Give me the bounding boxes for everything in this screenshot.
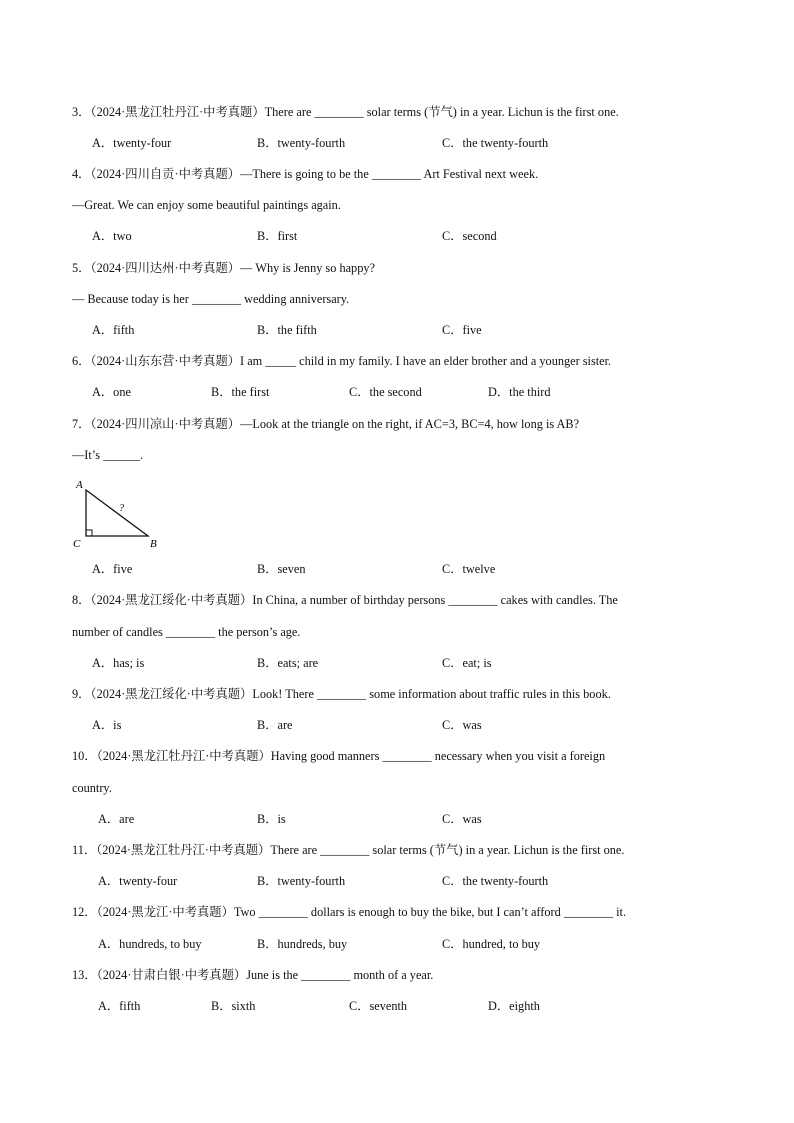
q9-option-a[interactable]: A．is [92,718,122,732]
q12-option-b[interactable]: B．hundreds, buy [257,937,348,951]
question-6-stem: 6．（2024·山东东营·中考真题）I am _____ child in my family. I have an elder brother and a younger sister. [72,354,612,368]
q6-option-c[interactable]: C．the second [349,385,422,399]
q8-option-b[interactable]: B．eats; are [257,656,319,670]
q11-option-b[interactable]: B．twenty-fourth [257,874,346,888]
q4-option-a[interactable]: A．two [92,229,132,243]
q4-option-c[interactable]: C．second [442,229,497,243]
vertex-a-label: A [76,479,83,491]
question-12-stem: 12．（2024·黑龙江·中考真题）Two ________ dollars is enough to buy the bike, but I can’t afford ________ it. [72,905,627,919]
q9-option-b[interactable]: B．are [257,718,293,732]
question-9-stem: 9．（2024·黑龙江绥化·中考真题）Look! There ________ some information about traffic rules in this book. [72,687,611,701]
question-13-stem: 13．（2024·甘肃白银·中考真题）June is the ________ month of a year. [72,968,434,982]
q11-option-a[interactable]: A．twenty-four [98,874,178,888]
question-3-stem: 3．（2024·黑龙江牡丹江·中考真题）There are ________ solar terms (节气) in a year. Lichun is the first one. [72,105,619,119]
right-triangle-figure [70,476,170,554]
question-8-stem-line2: number of candles ________ the person’s age. [72,625,301,639]
question-8-stem: 8．（2024·黑龙江绥化·中考真题）In China, a number of birthday persons ________ cakes with candles. The [72,593,618,607]
vertex-c-label: C [73,538,81,550]
q12-option-c[interactable]: C．hundred, to buy [442,937,541,951]
question-5-stem: 5．（2024·四川达州·中考真题）— Why is Jenny so happy? [72,261,375,275]
q7-option-a[interactable]: A．five [92,562,133,576]
q13-option-a[interactable]: A．fifth [98,999,141,1013]
q6-option-d[interactable]: D．the third [488,385,551,399]
q4-option-b[interactable]: B．first [257,229,298,243]
q3-option-a[interactable]: A．twenty-four [92,136,172,150]
question-4-stem: 4．（2024·四川自贡·中考真题）—There is going to be the ________ Art Festival next week. [72,167,539,181]
question-7-stem-line2: —It’s ______. [72,448,144,462]
q7-option-c[interactable]: C．twelve [442,562,496,576]
q13-option-b[interactable]: B．sixth [211,999,256,1013]
q11-option-c[interactable]: C．the twenty-fourth [442,874,549,888]
q3-option-c[interactable]: C．the twenty-fourth [442,136,549,150]
q8-option-a[interactable]: A．has; is [92,656,145,670]
q5-option-b[interactable]: B．the fifth [257,323,317,337]
vertex-b-label: B [150,538,157,550]
q6-option-b[interactable]: B．the first [211,385,270,399]
question-4-stem-line2: —Great. We can enjoy some beautiful paintings again. [72,198,341,212]
q7-option-b[interactable]: B．seven [257,562,306,576]
q13-option-d[interactable]: D．eighth [488,999,540,1013]
q6-option-a[interactable]: A．one [92,385,131,399]
q9-option-c[interactable]: C．was [442,718,482,732]
question-7-stem: 7．（2024·四川凉山·中考真题）—Look at the triangle on the right, if AC=3, BC=4, how long is AB? [72,417,580,431]
question-5-stem-line2: — Because today is her ________ wedding anniversary. [72,292,350,306]
q12-option-a[interactable]: A．hundreds, to buy [98,937,202,951]
hypotenuse-label: ? [119,503,124,514]
q3-option-b[interactable]: B．twenty-fourth [257,136,346,150]
q10-option-c[interactable]: C．was [442,812,482,826]
question-11-stem: 11．（2024·黑龙江牡丹江·中考真题）There are ________ solar terms (节气) in a year. Lichun is the first one. [72,843,625,857]
q13-option-c[interactable]: C．seventh [349,999,408,1013]
question-10-stem-line2: country. [72,781,112,795]
q5-option-a[interactable]: A．fifth [92,323,135,337]
question-10-stem: 10．（2024·黑龙江牡丹江·中考真题）Having good manners ________ necessary when you visit a foreign [72,749,606,763]
q5-option-c[interactable]: C．five [442,323,482,337]
q10-option-b[interactable]: B．is [257,812,286,826]
q10-option-a[interactable]: A．are [98,812,135,826]
q8-option-c[interactable]: C．eat; is [442,656,492,670]
